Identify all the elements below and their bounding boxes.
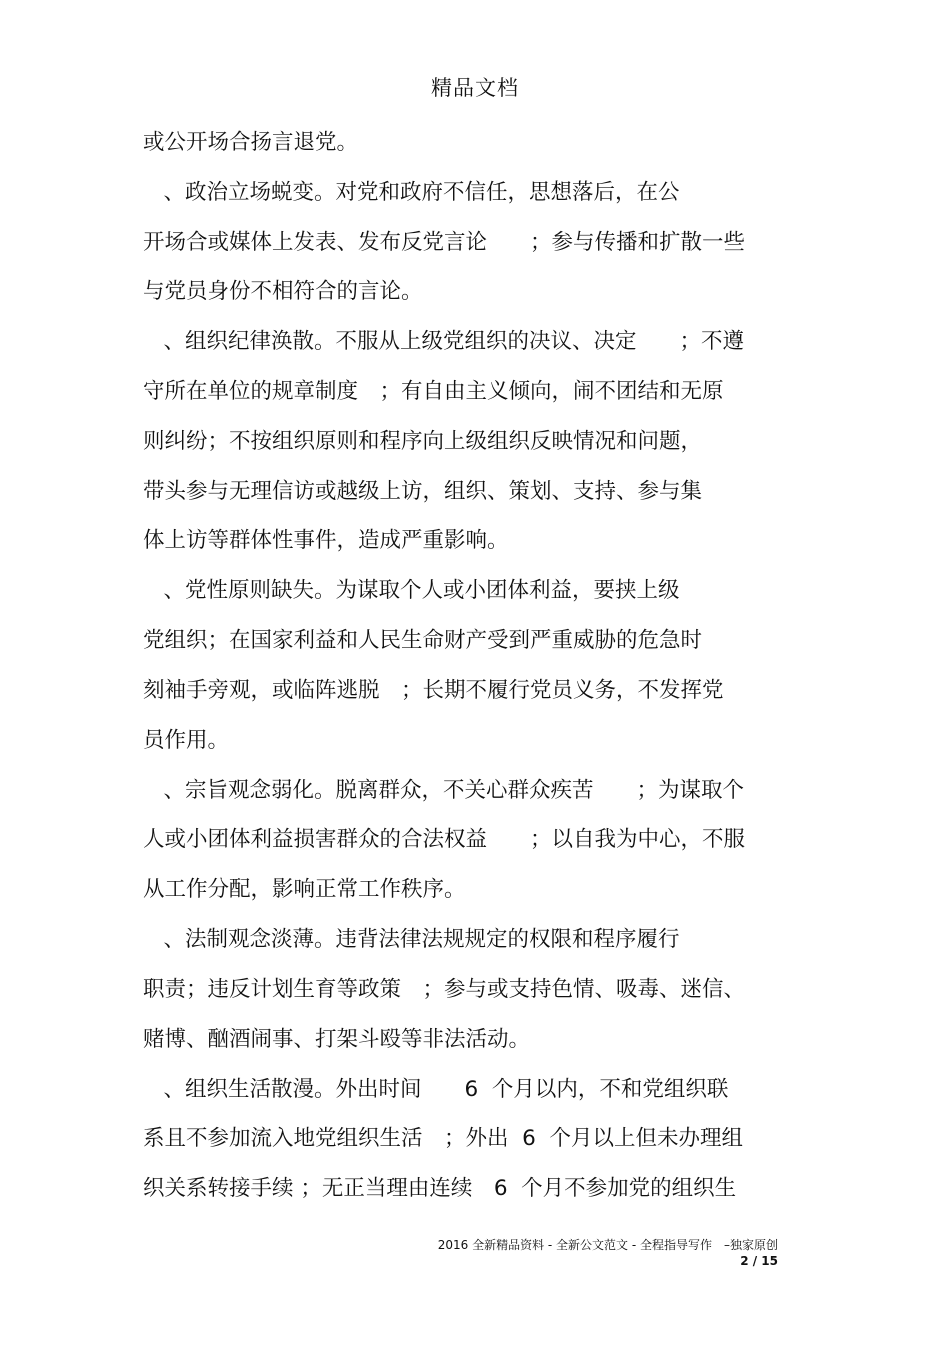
body-line: 守所在单位的规章制度 ；有自由主义倾向，闹不团结和无原 <box>143 379 724 404</box>
body-line: 员作用。 <box>143 728 230 753</box>
body-line: 、党性原则缺失。为谋取个人或小团体利益，要挟上级 <box>143 578 680 603</box>
body-line: 党组织；在国家利益和人民生命财产受到严重威胁的危急时 <box>143 628 703 653</box>
body-line: 体上访等群体性事件，造成严重影响。 <box>143 528 509 553</box>
body-line: 、组织纪律涣散。不服从上级党组织的决议、决定 ；不遵 <box>143 329 745 354</box>
body-line: 、政治立场蜕变。对党和政府不信任，思想落后，在公 <box>143 180 680 205</box>
body-line: 赌博、酗酒闹事、打架斗殴等非法活动。 <box>143 1027 531 1052</box>
body-line: 与党员身份不相符合的言论。 <box>143 279 423 304</box>
page-header: 精品文档 <box>431 76 519 100</box>
body-line: 职责；违反计划生育等政策 ；参与或支持色情、吸毒、迷信、 <box>143 977 746 1002</box>
page-number: 2 / 15 <box>740 1254 778 1268</box>
body-line: 、组织生活散漫。外出时间 6 个月以内，不和党组织联 <box>143 1077 729 1102</box>
body-line: 从工作分配，影响正常工作秩序。 <box>143 877 466 902</box>
body-line: 则纠纷；不按组织原则和程序向上级组织反映情况和问题， <box>143 429 703 454</box>
body-line: 织关系转接手续 ；无正当理由连续 6 个月不参加党的组织生 <box>143 1176 737 1201</box>
body-line: 、宗旨观念弱化。脱离群众，不关心群众疾苦 ；为谋取个 <box>143 778 745 803</box>
body-line: 、法制观念淡薄。违背法律法规规定的权限和程序履行 <box>143 927 680 952</box>
body-line: 人或小团体利益损害群众的合法权益 ；以自我为中心，不服 <box>143 827 746 852</box>
body-line: 带头参与无理信访或越级上访，组织、策划、支持、参与集 <box>143 479 703 504</box>
body-line: 系且不参加流入地党组织生活 ；外出 6 个月以上但未办理组 <box>143 1126 744 1151</box>
body-line: 刻袖手旁观，或临阵逃脱 ；长期不履行党员义务，不发挥党 <box>143 678 724 703</box>
body-line: 开场合或媒体上发表、发布反党言论 ；参与传播和扩散一些 <box>143 230 746 255</box>
body-line: 或公开场合扬言退党。 <box>143 130 359 155</box>
page-footer: 2016 全新精品资料 - 全新公文范文 - 全程指导写作 –独家原创 <box>437 1238 778 1252</box>
